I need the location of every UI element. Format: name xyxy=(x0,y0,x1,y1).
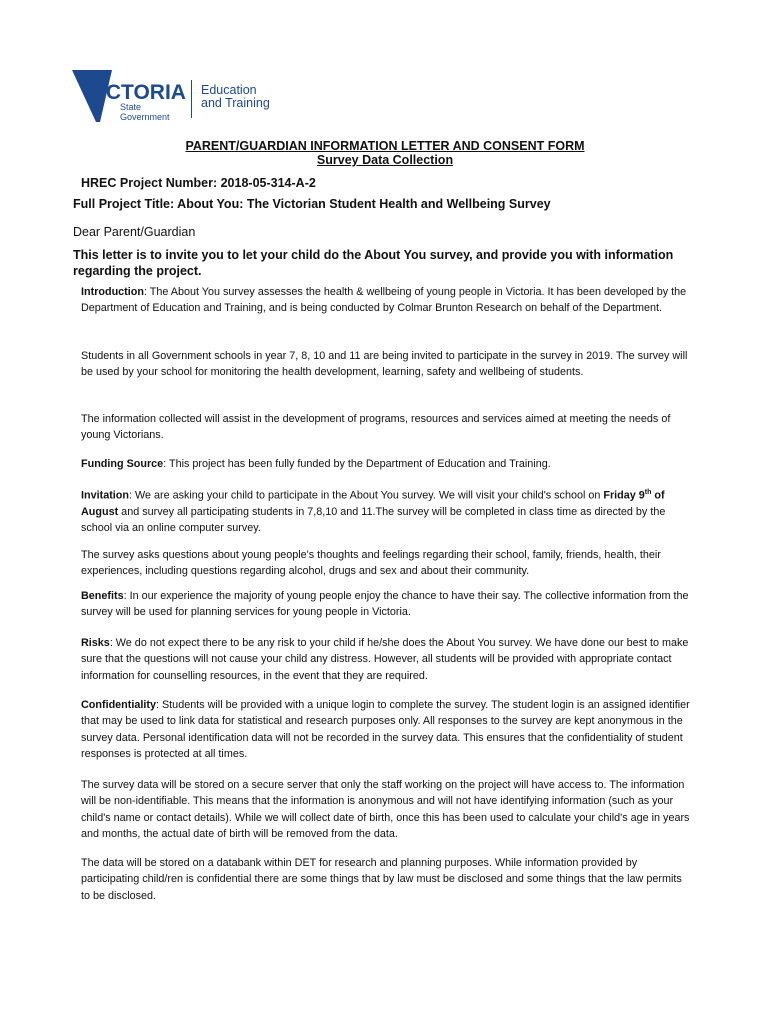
survey-questions-paragraph: The survey asks questions about young people's thoughts and feelings regarding their school, family, friends, health, their experiences, including questions regarding alcohol, drugs and sex and about their community. xyxy=(81,549,661,578)
databank-paragraph: The data will be stored on a databank within DET for research and planning purposes. While information provided by participating child/ren is confidential there are some things that by law must be disclosed and some things that the law permits to be disclosed. xyxy=(81,857,682,902)
introduction-paragraph: Introduction: The About You survey assesses the health & wellbeing of young people in Victoria. It has been developed by the Department of Education and Training, and is being conducted by Colmar Brunton Research on behalf of the Department. xyxy=(81,286,687,315)
risks-paragraph: Risks: We do not expect there to be any risk to your child if he/she does the About You survey. We have done our best to make sure that the questions will not cause your child any distress. However, all students will be provided with appropriate contact information for counselling resources, in the event that they are required. xyxy=(81,637,689,682)
logo-divider xyxy=(191,80,192,118)
logo-government-label: State Government xyxy=(120,102,170,122)
document-title: PARENT/GUARDIAN INFORMATION LETTER AND CONSENT FORM xyxy=(185,139,585,153)
salutation: Dear Parent/Guardian xyxy=(73,225,196,239)
document-subtitle: Survey Data Collection xyxy=(316,153,454,167)
svg-text:VICTORIA: VICTORIA xyxy=(86,81,186,104)
invitation-paragraph: Invitation: We are asking your child to participate in the About You survey. We will visit your child's school on Friday 9th of August and survey all participating students in 7,8,10 and 11.The survey will be completed in class time as directed by the school via an online computer survey. xyxy=(81,489,666,535)
department-name: Education and Training xyxy=(201,83,270,110)
hrec-project-number: HREC Project Number: 2018-05-314-A-2 xyxy=(81,176,316,190)
information-paragraph: The information collected will assist in the development of programs, resources and services aimed at meeting the needs of young Victorians. xyxy=(81,413,671,442)
full-project-title: Full Project Title: About You: The Victorian Student Health and Wellbeing Survey xyxy=(73,197,551,211)
benefits-paragraph: Benefits: In our experience the majority of young people enjoy the chance to have their say. The collective information from the survey will be used for planning services for young people in Victoria. xyxy=(81,590,689,619)
confidentiality-paragraph: Confidentiality: Students will be provided with a unique login to complete the survey. The student login is an assigned identifier that may be used to link data for statistical and research purposes only. All responses to the survey are kept anonymous in the survey data. Personal identification data will not be recorded in the survey data. This ensures that the confidentiality of student responses is protected at all times. xyxy=(81,699,690,760)
funding-paragraph: Funding Source: This project has been fully funded by the Department of Education and Training. xyxy=(81,458,551,470)
data-storage-paragraph: The survey data will be stored on a secure server that only the staff working on the project will have access to. The information will be non-identifiable. This means that the information is anonymous and will not have identifying information (such as your child's name or contact details). While we will collect date of birth, once this has been used to calculate your child's age in years and months, the actual date of birth will be removed from the data. xyxy=(81,779,690,840)
students-paragraph: Students in all Government schools in year 7, 8, 10 and 11 are being invited to participate in the survey in 2019. The survey will be used by your school for monitoring the health development, learning, safety and wellbeing of students. xyxy=(81,350,688,379)
invite-statement: This letter is to invite you to let your child do the About You survey, and provide you with information regarding the project. xyxy=(73,248,674,278)
